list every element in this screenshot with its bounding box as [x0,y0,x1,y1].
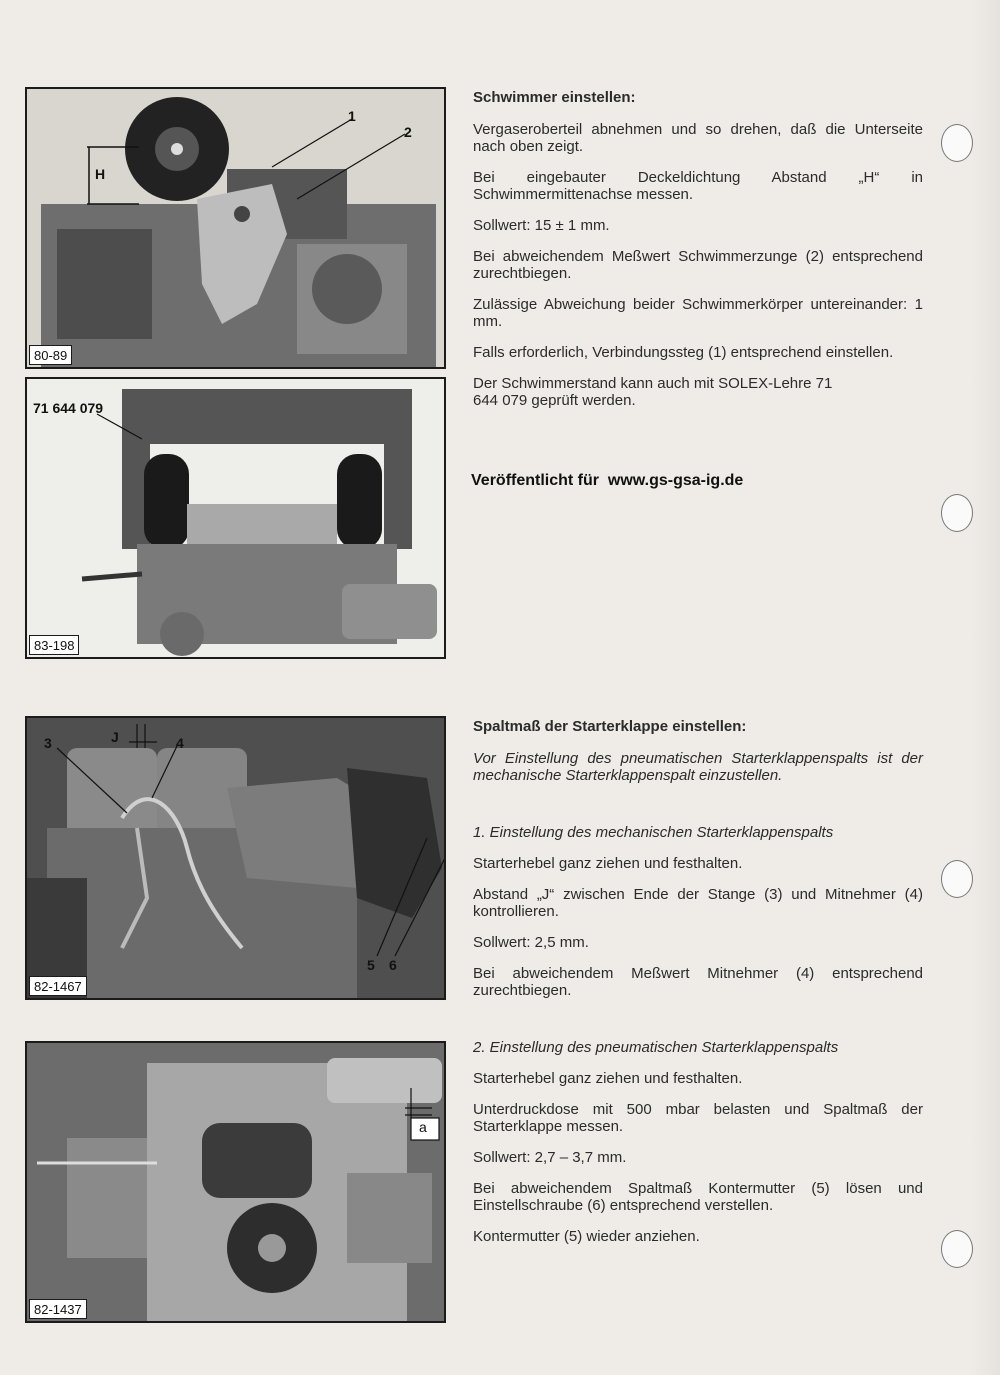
callout-6: 6 [389,957,397,973]
paragraph: Bei abweichendem Spaltmaß Kontermutter (5) lösen und Einstellschraube (6) entsprechend verstellen. [473,1180,923,1214]
published-note: Veröffentlicht für www.gs-gsa-ig.de [471,472,744,489]
figure-number: 80-89 [29,345,72,365]
section-choke-gap [473,718,923,1259]
choke-linkage-photo [27,718,444,998]
figure-float-adjustment-photo [25,87,446,369]
callout-3: 3 [44,735,52,751]
figure-mechanical-choke-photo [25,716,446,1000]
step-title: 1. Einstellung des mechanischen Starterklappenspalts [473,824,834,841]
paragraph: Sollwert: 15 ± 1 mm. [473,217,610,234]
callout-a: a [419,1119,427,1135]
figure-number: 83-198 [29,635,79,655]
paragraph: Zulässige Abweichung beider Schwimmerkörper untereinander: 1 mm. [473,296,923,330]
paragraph: Unterdruckdose mit 500 mbar belasten und Spaltmaß der Starterklappe messen. [473,1101,923,1135]
paragraph: Kontermutter (5) wieder anziehen. [473,1228,700,1245]
paragraph: Bei abweichendem Meßwert Mitnehmer (4) entsprechend zurechtbiegen. [473,965,923,999]
paragraph: Bei abweichendem Meßwert Schwimmerzunge (2) entsprechend zurechtbiegen. [473,248,923,282]
callout-1: 1 [348,108,356,124]
callout-4: 4 [176,735,184,751]
figure-number: 82-1437 [29,1299,87,1319]
section-heading: Spaltmaß der Starterklappe einstellen: [473,718,747,735]
figure-solex-gauge-photo [25,377,446,659]
carburetor-overhead-photo [27,1043,444,1321]
section-float-adjustment [473,89,923,423]
callout-gauge-number: 71 644 079 [33,400,104,416]
punch-hole [941,860,973,898]
gauge-photo [27,379,444,657]
intro-note: Vor Einstellung des pneumatischen Starterklappenspalts ist der mechanische Starterklappenspalt einzustellen. [473,750,923,784]
paragraph: Sollwert: 2,7 – 3,7 mm. [473,1149,627,1166]
page-edge-shadow [970,0,1000,1375]
figure-pneumatic-choke-photo [25,1041,446,1323]
paragraph: Starterhebel ganz ziehen und festhalten. [473,855,743,872]
paragraph: Sollwert: 2,5 mm. [473,934,589,951]
paragraph: Der Schwimmerstand kann auch mit SOLEX-Lehre 71 644 079 geprüft werden. [473,375,833,409]
carburetor-top-photo [27,89,444,367]
punch-hole [941,1230,973,1268]
paragraph: Abstand „J“ zwischen Ende der Stange (3) und Mitnehmer (4) kontrollieren. [473,886,923,920]
figure-number: 82-1467 [29,976,87,996]
paragraph: Starterhebel ganz ziehen und festhalten. [473,1070,743,1087]
callout-h: H [95,166,106,182]
paragraph: Vergaseroberteil abnehmen und so drehen, daß die Unterseite nach oben zeigt. [473,121,923,155]
paragraph: Falls erforderlich, Verbindungssteg (1) entsprechend einstellen. [473,344,894,361]
step-title: 2. Einstellung des pneumatischen Starterklappenspalts [473,1039,839,1056]
paragraph: Bei eingebauter Deckeldichtung Abstand „H“ in Schwimmermittenachse messen. [473,169,923,203]
callout-j: J [111,729,119,745]
punch-hole [941,124,973,162]
section-heading: Schwimmer einstellen: [473,89,636,106]
punch-hole [941,494,973,532]
callout-2: 2 [404,124,412,140]
callout-5: 5 [367,957,375,973]
